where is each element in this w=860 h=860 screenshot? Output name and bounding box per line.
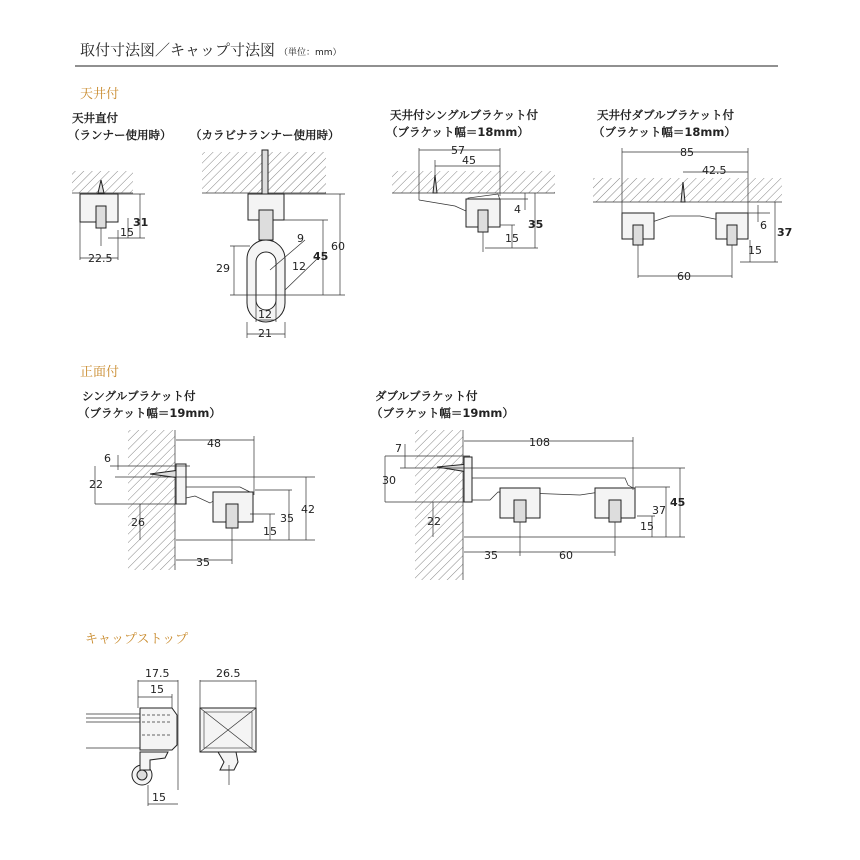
dim-front-single-runner: 15: [263, 525, 277, 538]
dim-carabiner-hook: 45: [313, 250, 329, 263]
unit-note: （単位：mm）: [279, 48, 342, 58]
dim-ceiling-double-outer: 85: [680, 146, 694, 159]
dim-front-single-depth: 48: [207, 437, 221, 450]
dim-front-double-total: 45: [670, 496, 686, 509]
dim-ceiling-double-total: 37: [777, 226, 793, 239]
dim-carabiner-inner: 12: [258, 308, 272, 321]
ceiling-double-title: 天井付ダブルブラケット付: [597, 108, 734, 122]
dim-front-double-plate: 30: [382, 474, 396, 487]
dim-front-single-center: 35: [196, 556, 210, 569]
dim-runner-width: 22.5: [88, 252, 113, 265]
dim-cap-width: 26.5: [216, 667, 241, 680]
dim-front-double-screw: 7: [395, 442, 402, 455]
dim-carabiner-gate-height: 12: [292, 260, 306, 273]
carabiner-caption: （カラビナランナー使用時）: [190, 128, 340, 142]
dim-ceiling-single-runner: 15: [505, 232, 519, 245]
dim-front-double-rail: 37: [652, 504, 666, 517]
dim-ceiling-double-pitch: 60: [677, 270, 691, 283]
section-cap-stop: キャップストップ: [85, 632, 189, 647]
dim-front-single-plate: 22: [89, 478, 103, 491]
section-ceiling: 天井付: [80, 87, 120, 102]
dim-carabiner-outer: 21: [258, 327, 272, 340]
front-single-caption: （ブラケット幅＝19mm）: [78, 406, 221, 420]
front-double-caption: （ブラケット幅＝19mm）: [371, 406, 514, 420]
front-double-title: ダブルブラケット付: [375, 389, 478, 403]
dim-front-single-total: 42: [301, 503, 315, 516]
dim-cap-length: 17.5: [145, 667, 170, 680]
dim-ceiling-single-screw: 45: [462, 154, 476, 167]
cap-stop-drawing: [86, 680, 256, 806]
front-single-title: シングルブラケット付: [82, 389, 196, 403]
dim-front-double-runner: 15: [640, 520, 654, 533]
dim-carabiner-total: 60: [331, 240, 345, 253]
dim-front-single-rail: 35: [280, 512, 294, 525]
ceiling-single-caption: （ブラケット幅＝18mm）: [386, 125, 529, 139]
front-single-drawing: [95, 430, 315, 570]
dim-runner-total: 31: [133, 216, 149, 229]
dim-carabiner-body: 29: [216, 262, 230, 275]
dim-front-double-depth: 108: [529, 436, 550, 449]
ceiling-double-caption: （ブラケット幅＝18mm）: [593, 125, 736, 139]
dim-front-single-screw: 6: [104, 452, 111, 465]
dim-front-single-below: 26: [131, 516, 145, 529]
dim-carabiner-gate: 9: [297, 232, 304, 245]
dim-ceiling-single-gap: 4: [514, 203, 521, 216]
ceiling-single-title: 天井付シングルブラケット付: [390, 108, 539, 122]
dim-ceiling-single-total: 35: [528, 218, 544, 231]
section-front: 正面付: [80, 365, 120, 380]
ceiling-direct-title: 天井直付: [72, 111, 118, 125]
dim-front-double-pitch: 60: [559, 549, 573, 562]
dim-front-double-front: 35: [484, 549, 498, 562]
dim-ceiling-double-screw: 42.5: [702, 164, 727, 177]
runner-caption: （ランナー使用時）: [68, 128, 172, 142]
dim-ceiling-double-runner: 15: [748, 244, 762, 257]
dim-cap-inner: 15: [150, 683, 164, 696]
dim-runner-height: 15: [120, 226, 134, 239]
dim-ceiling-double-gap: 6: [760, 219, 767, 232]
dim-cap-runner: 15: [152, 791, 166, 804]
dim-front-double-below: 22: [427, 515, 441, 528]
dim-ceiling-single-outer: 57: [451, 144, 465, 157]
front-double-drawing: [385, 430, 685, 580]
carabiner-drawing: [202, 150, 345, 338]
page-title: 取付寸法図／キャップ寸法図: [80, 41, 276, 59]
ceiling-double-drawing: [593, 148, 782, 278]
